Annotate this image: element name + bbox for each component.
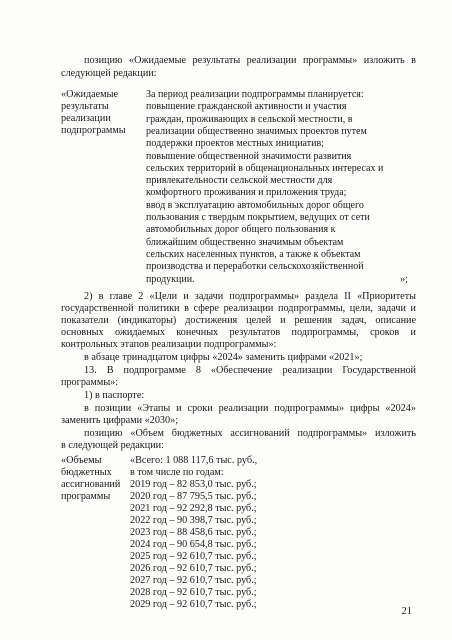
- table1-text-11: автомобильных дорог общего пользования к: [146, 224, 336, 236]
- p6-line-1: в следующей редакции:: [61, 440, 164, 451]
- table1-text-10: пользования с твердым покрытием, ведущих от сети: [146, 212, 370, 223]
- table1-text-12: ближайшим общественно значимым объектам: [146, 236, 344, 248]
- p1-line-3: основных ожидаемых конечных результатов подпрограммы, сроков и: [61, 327, 416, 338]
- table2-year-row: 2028 год – 92 610,7 тыс. руб.;: [130, 587, 257, 598]
- table2-label-3: программы: [61, 491, 111, 502]
- intro-line-1: позицию «Ожидаемые результаты реализации программы» изложить в: [84, 55, 416, 66]
- table1-text-4: поддержки проектов местных инициатив;: [146, 138, 324, 150]
- table1-text-6: сельских территорий в общенациональных интересах и: [146, 162, 384, 174]
- table2-year-row: 2027 год – 92 610,7 тыс. руб.;: [130, 575, 257, 586]
- p2-line: в абзаце тринадцатом цифры «2024» заменить цифрами «2021»;: [84, 352, 363, 363]
- table2-year-row: 2020 год – 87 795,5 тыс. руб.;: [130, 491, 257, 502]
- table2-year-row: 2023 год – 88 458,6 тыс. руб.;: [130, 527, 257, 538]
- p4-line: 1) в паспорте:: [84, 390, 145, 401]
- table1-label-0: «Ожидаемые: [61, 89, 118, 100]
- page-number: 21: [401, 606, 412, 617]
- table2-subheader: в том числе по годам:: [130, 467, 224, 478]
- table2-year-row: 2024 год – 90 654,8 тыс. руб.;: [130, 539, 257, 550]
- table2-year-row: 2019 год – 82 853,0 тыс. руб.;: [130, 479, 257, 490]
- table2-label-0: «Объемы: [61, 455, 102, 466]
- table1-text-1: повышение гражданской активности и участия: [146, 101, 347, 113]
- table2-label-2: ассигнований: [61, 479, 121, 490]
- table2-year-row: 2026 год – 92 610,7 тыс. руб.;: [130, 563, 257, 574]
- p1-line-4: контрольных этапов реализации подпрограммы»:: [61, 339, 277, 350]
- intro-line-2: следующей редакции:: [61, 68, 157, 79]
- p1-line-0: 2) в главе 2 «Цели и задачи подпрограммы» раздела II «Приоритеты: [84, 291, 416, 302]
- table2-total: «Всего: 1 088 117,6 тыс. руб.,: [130, 455, 258, 466]
- p6-line-0: позицию «Объем бюджетных ассигнований подпрограммы» изложить: [84, 428, 416, 439]
- p5-line-1: заменить цифрами «2030»;: [61, 415, 179, 426]
- table1-text-3: реализации общественно значимых проектов путем: [146, 125, 367, 137]
- p3-line-1: программы»:: [61, 377, 119, 388]
- p5-line-0: в позиции «Этапы и сроки реализации подпрограммы» цифры «2024»: [84, 403, 416, 414]
- table1-text-13: сельских населенных пунктов, а также к объектам: [146, 248, 361, 260]
- table1-text-9: ввод в эксплуатацию автомобильных дорог общего: [146, 199, 364, 211]
- table2-year-row: 2022 год – 90 398,7 тыс. руб.;: [130, 515, 257, 526]
- table1-label-3: подпрограммы: [61, 125, 126, 136]
- table1-text-14: производства и переработки сельскохозяйственной: [146, 261, 364, 273]
- table1-label-1: результаты: [61, 101, 109, 112]
- table2-year-row: 2025 год – 92 610,7 тыс. руб.;: [130, 551, 257, 562]
- p1-line-1: государственной политики в сфере реализации подпрограммы, цели, задачи и: [61, 303, 416, 314]
- table2-label-1: бюджетных: [61, 467, 112, 478]
- table1-text-2: граждан, проживающих в сельской местности, в: [146, 113, 353, 125]
- table1-text-15: продукции.: [146, 273, 195, 285]
- table1-label-2: реализации: [61, 113, 111, 124]
- p3-line-0: 13. В подпрограмме 8 «Обеспечение реализации Государственной: [84, 365, 416, 376]
- table1-text-0: За период реализации подпрограммы планируется:: [146, 89, 364, 100]
- table2-year-row: 2021 год – 92 292,8 тыс. руб.;: [130, 503, 257, 514]
- table1-text-8: комфортного проживания и приложения труда;: [146, 187, 347, 199]
- p1-line-2: показатели (индикаторы) достижения целей и решения задач, описание: [61, 315, 416, 326]
- table1-text-5: повышение общественной значимости развития: [146, 150, 352, 162]
- table1-closing-quote: »;: [400, 273, 408, 285]
- table1-text-7: привлекательности сельской местности для: [146, 175, 333, 187]
- table2-year-row: 2029 год – 92 610,7 тыс. руб.;: [130, 599, 257, 610]
